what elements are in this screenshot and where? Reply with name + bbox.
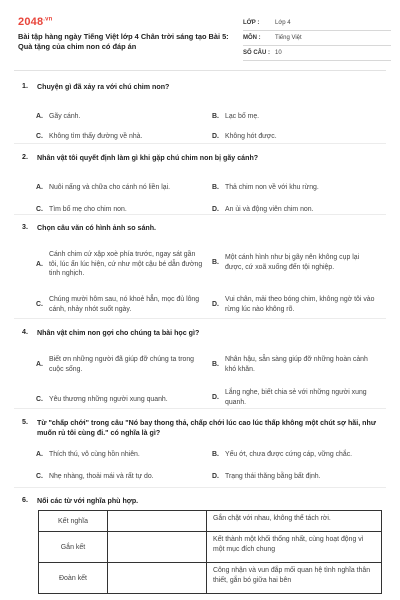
matching-gap: [108, 563, 207, 593]
option-a[interactable]: A. Nuôi nấng và chữa cho cánh nó liền lại.: [36, 184, 171, 191]
meta-subject: MÔN : Tiếng Việt: [243, 31, 391, 46]
option-d[interactable]: D. Không hót được.: [212, 133, 277, 140]
question-title: 1. Chuyện gì đã xảy ra với chú chim non?: [22, 82, 170, 91]
option-b[interactable]: B. Thả chim non về với khu rừng.: [212, 184, 319, 191]
matching-row: [39, 531, 381, 562]
worksheet-header: [18, 16, 386, 62]
question-title: 6. Nối các từ với nghĩa phù hợp.: [22, 496, 139, 505]
matching-gap: [108, 532, 207, 562]
meta-info: [243, 16, 391, 61]
option-d[interactable]: D. Lắng nghe, biết chia sẻ với những người xung quanh.: [212, 389, 367, 406]
matching-word[interactable]: Gắn kết: [39, 532, 108, 562]
option-d[interactable]: D. Vui chân, mải theo bóng chim, không ngờ tôi vào rừng lúc nào không rõ.: [212, 296, 375, 313]
question-6: [22, 496, 382, 506]
document-title: Bài tập hàng ngày Tiếng Việt lớp 4 Chân trời sáng tạo Bài 5: Quà tặng của chim non có đáp án: [18, 32, 229, 51]
matching-meaning[interactable]: Kết thành một khối thống nhất, cùng hoạt động vì một mục đích chung: [213, 536, 364, 553]
option-a[interactable]: A. Gãy cánh.: [36, 113, 81, 120]
question-5: [22, 418, 382, 498]
matching-meaning[interactable]: Gắn chặt với nhau, không thể tách rời.: [213, 515, 331, 522]
option-b[interactable]: B. Lạc bố mẹ.: [212, 113, 260, 120]
divider: [14, 214, 386, 215]
question-title: 5. Từ "chấp chới" trong câu "Nó bay thong thả, chấp chới lúc cao lúc thấp không một chút sợ hãi, như muốn rủ tôi cùng đi." có nghĩa là gì?: [22, 418, 376, 437]
option-b[interactable]: B. Nhân hậu, sẵn sàng giúp đỡ những hoàn cảnh khó khăn.: [212, 356, 368, 373]
divider: [14, 408, 386, 409]
option-c[interactable]: C. Chúng mười hôm sau, nó khoẻ hẳn, mọc đủ lông cánh, nhảy nhót suốt ngày.: [36, 296, 200, 313]
matching-word[interactable]: Kết nghĩa: [39, 511, 108, 531]
matching-row: [39, 562, 381, 593]
option-c[interactable]: C. Tìm bố mẹ cho chim non.: [36, 206, 127, 213]
option-a[interactable]: A. Biết ơn những người đã giúp đỡ chúng ta trong cuộc sống.: [36, 356, 194, 373]
option-c[interactable]: C. Nhẹ nhàng, thoải mái và rất tự do.: [36, 473, 154, 480]
question-4: [22, 328, 382, 408]
divider: [14, 487, 386, 488]
header-divider: [14, 70, 386, 71]
question-3: [22, 223, 382, 323]
question-1: [22, 82, 382, 142]
option-b[interactable]: B. Một cánh hình như bị gãy nên không cụp lại được, cứ xoã xuống đến tội nghiệp.: [212, 254, 360, 271]
matching-row: [39, 511, 381, 531]
question-2: [22, 153, 382, 213]
option-c[interactable]: C. Yêu thương những người xung quanh.: [36, 396, 168, 403]
matching-gap: [108, 511, 207, 531]
option-a[interactable]: A. Cánh chim cứ xập xoè phía trước, ngay sát gần tôi, lúc ẩn lúc hiện, cứ như một cậu bé dẫn đường tinh nghịch.: [36, 251, 203, 278]
question-title: 2. Nhân vật tôi quyết định làm gì khi gặp chú chim non bị gãy cánh?: [22, 153, 259, 162]
divider: [14, 143, 386, 144]
matching-word[interactable]: Đoàn kết: [39, 563, 108, 593]
meta-question-count: SỐ CÂU : 10: [243, 46, 391, 61]
question-title: 3. Chọn câu văn có hình ảnh so sánh.: [22, 223, 157, 232]
question-title: 4. Nhân vật chim non gợi cho chúng ta bài học gì?: [22, 328, 200, 337]
option-b[interactable]: B. Yếu ớt, chưa được cứng cáp, vững chắc.: [212, 451, 353, 458]
option-a[interactable]: A. Thích thú, vô cùng hồn nhiên.: [36, 451, 140, 458]
site-logo[interactable]: $2048^{.vn}$: [18, 16, 53, 28]
divider: [14, 318, 386, 319]
option-d[interactable]: D. An ủi và động viên chim non.: [212, 206, 314, 213]
option-c[interactable]: C. Không tìm thấy đường về nhà.: [36, 133, 143, 140]
option-d[interactable]: D. Trạng thái thăng bằng bất định.: [212, 473, 321, 480]
matching-table: [38, 510, 382, 594]
meta-grade: LỚP : Lớp 4: [243, 16, 391, 31]
matching-meaning[interactable]: Công nhận và vun đắp mối quan hệ tình nghĩa thân thiết, gắn bó giữa hai bên: [213, 567, 371, 584]
